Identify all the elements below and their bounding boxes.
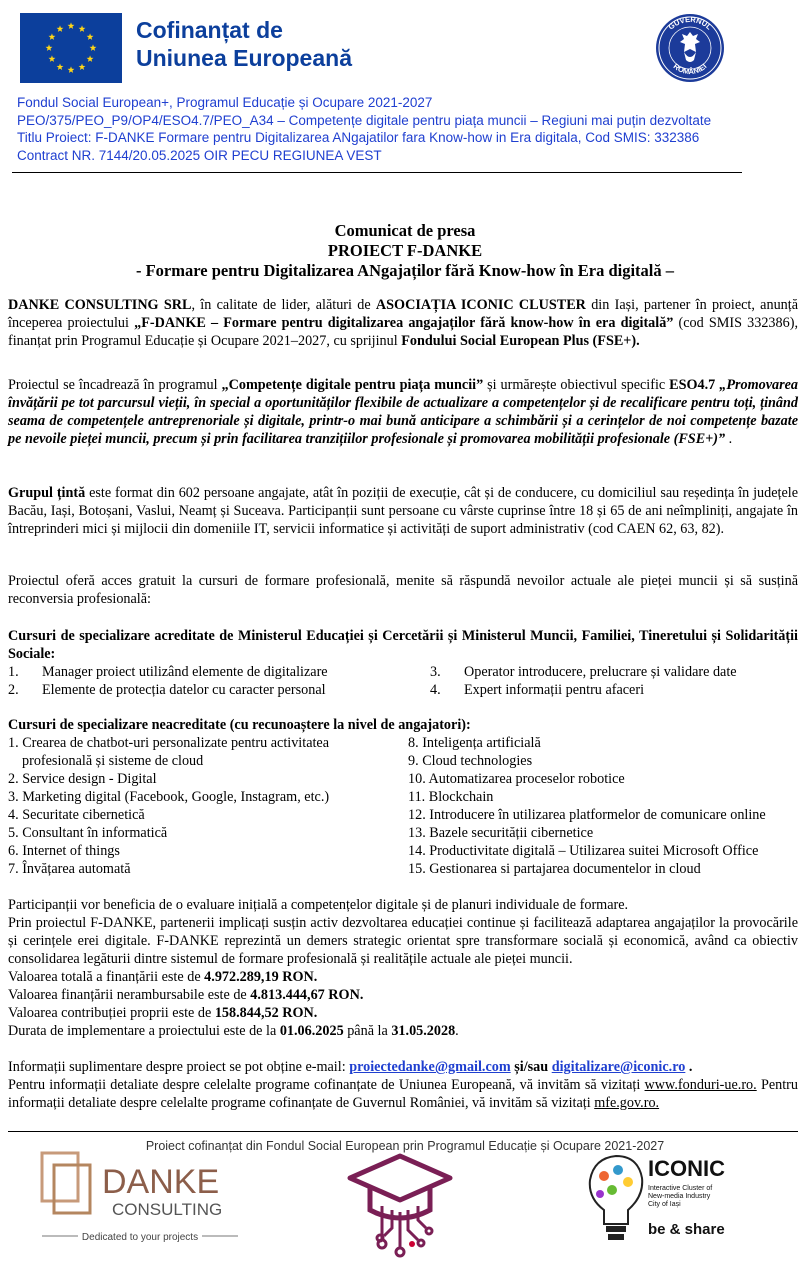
iconic-cluster-logo [582, 1148, 752, 1258]
danke-sub: CONSULTING [112, 1200, 223, 1219]
objective-paragraph: Proiectul se încadrează în programul „Competențe digitale pentru piața muncii” și urmărește obiectivul specific ESO4.7 „Promovarea învățării pe tot parcursul vieții, în special a oportunităților flexibile de actualizare a competențelor și de recalificare pentru toți, ținând seama de competențele antreprenoriale și digitale, printr-o mai bună anticipare a schimbării și a cerințelor de noi competențe bazate pe nevoile pieței muncii, precum și prin facilitarea tranzițiilor profesionale și promovarea mobilității profesionale (FSE+)” . [8, 377, 799, 447]
list-item: 8. Inteligența artificială [408, 735, 541, 751]
mfe-link[interactable]: mfe.gov.ro. [594, 1095, 660, 1111]
iconic-title: ICONIC [648, 1156, 725, 1181]
list-item: 2. Elemente de protecția datelor cu caracter personal [8, 682, 326, 698]
list-item: 11. Blockchain [408, 789, 494, 805]
list-item: 6. Internet of things [8, 843, 120, 859]
details-paragraph: Participanții vor beneficia de o evaluare inițială a competențelor digitale și de planuri individuale de formare. Prin proiectul F-DANKE, partenerii implicați susțin activ dezvoltarea educației continue și facilitează adaptarea angajaților la provocările și cerințele erei digitale. F-DANKE reprezintă un demers strategic orientat spre transformare socială și economică, având ca obiectiv consolidarea legăturii dintre sistemul de formare profesională și realitățile actuale ale pieței muncii. Valoarea totală a finanțării este de 4.972.289,19 RON. Valoarea finanțării nerambursabile este de 4.813.444,67 RON. Valoarea contribuției proprii este de 158.844,52 RON. Durata de implementare a proiectului este de la 01.06.2025 până la 31.05.2028. [8, 897, 798, 1039]
target-group-paragraph: Grupul țintă este format din 602 persoane angajate, atât în poziții de execuție, cât și de conducere, cu domiciliul sau reședința în județele Bacău, Iași, Botoșani, Vaslui, Neamț și Suceava. Participanții sunt persoane cu vârste cuprinse între 18 și 65 de ani neîmpliniți, angajate în întreprinderi mici și mijlocii din domeniile IT, servicii informatice și activități de suport administrativ (cod CAEN 62, 63, 82). [8, 485, 799, 537]
list-item: 14. Productivitate digitală – Utilizarea suitei Microsoft Office [408, 843, 759, 859]
press-release-title [0, 221, 810, 281]
accredited-list [8, 663, 798, 701]
offer-paragraph: Proiectul oferă acces gratuit la cursuri de formare profesională, menite să răspundă nevoilor actuale ale pieței muncii și să susțină reconversia profesională: [8, 573, 798, 607]
footer-divider [8, 1131, 798, 1132]
program-line: Contract NR. 7144/20.05.2025 OIR PECU REGIUNEA VEST [17, 147, 382, 163]
title-line-3: - Formare pentru Digitalizarea ANgajaților fără Know-how în Era digitală – [135, 261, 675, 280]
list-item: 4. Securitate cibernetică [8, 807, 145, 823]
graduation-cap-circuit-logo [340, 1148, 460, 1258]
list-item: 4. Expert informații pentru afaceri [430, 682, 645, 698]
list-item: 1. Crearea de chatbot-uri personalizate pentru activitatea profesională și sisteme de cloud [8, 735, 330, 769]
list-item: 7. Învățarea automată [8, 861, 131, 877]
list-item: 13. Bazele securității cibernetice [408, 825, 594, 841]
iconic-tagline: be & share [648, 1221, 725, 1238]
danke-title: DANKE [102, 1163, 220, 1201]
program-info [17, 94, 777, 164]
eu-cofinancing-text: Cofinanțat de Uniunea Europeană [136, 17, 352, 71]
nonaccredited-list [8, 734, 803, 884]
eu-flag-icon [20, 13, 122, 83]
email-link-iconic[interactable]: digitalizare@iconic.ro [551, 1059, 686, 1075]
title-line-1: Comunicat de presa [334, 221, 476, 240]
seal-bottom-text: ROMÂNIEI [671, 61, 709, 77]
list-item: 3. Marketing digital (Facebook, Google, Instagram, etc.) [8, 789, 330, 805]
seal-top-text: GUVERNUL [666, 14, 714, 32]
danke-consulting-logo [40, 1145, 240, 1260]
danke-tagline: Dedicated to your projects [81, 1232, 199, 1243]
program-line: Fondul Social European+, Programul Educație și Ocupare 2021-2027 [17, 95, 433, 110]
header-divider [12, 172, 742, 173]
iconic-sub-1: Interactive Cluster of [648, 1185, 713, 1192]
list-item: 5. Consultant în informatică [8, 825, 168, 841]
list-item: 3. Operator introducere, prelucrare și validare date [430, 664, 737, 680]
list-item: 10. Automatizarea proceselor robotice [408, 771, 625, 787]
list-item: 12. Introducere în utilizarea platformelor de comunicare online [408, 807, 766, 823]
list-item: 2. Service design - Digital [8, 771, 157, 787]
iconic-sub-2: New-media Industry [648, 1193, 711, 1200]
intro-paragraph: DANKE CONSULTING SRL, în calitate de lider, alături de ASOCIAȚIA ICONIC CLUSTER din Iași, partener în proiect, anunță începerea proiectului „F-DANKE – Formare pentru digitalizarea angajaților fără know-how în era digitală” (cod SMIS 332386), finanțat prin Programul Educație și Ocupare 2021–2027, cu sprijinul Fondului Social European Plus (FSE+). [8, 297, 798, 349]
cofinancing-footnote: Proiect cofinanțat din Fondul Social European prin Programul Educație și Ocupare 2021-2027 [145, 1139, 665, 1153]
list-item: 1. Manager proiect utilizând elemente de digitalizare [8, 664, 328, 680]
nonaccredited-heading: Cursuri de specializare neacreditate (cu recunoaștere la nivel de angajatori): [8, 717, 471, 733]
accredited-heading: Cursuri de specializare acreditate de Ministerul Educației și Cercetării și Ministerul Muncii, Familiei, Tineretului și Solidarității Sociale: [8, 628, 798, 662]
program-line: PEO/375/PEO_P9/OP4/ESO4.7/PEO_A34 – Competențe digitale pentru piața muncii – Regiuni mai puțin dezvoltate [17, 112, 712, 128]
email-link-danke[interactable]: proiectedanke@gmail.com [349, 1059, 511, 1075]
fonduri-ue-link[interactable]: www.fonduri-ue.ro. [644, 1077, 757, 1093]
iconic-sub-3: City of Iași [648, 1201, 681, 1208]
title-line-2: PROIECT F-DANKE [327, 241, 483, 260]
contact-paragraph: Informații suplimentare despre proiect se pot obține e-mail: proiectedanke@gmail.com și/sau digitalizare@iconic.ro . Pentru informații detaliate despre celelalte programe cofinanțate de Uniunea Europeană, vă invităm să vizitați www.fonduri-ue.ro. Pentru informații detaliate despre celelalte programe cofinanțate de Guvernul României, vă invităm să vizitați mfe.gov.ro. [8, 1059, 798, 1111]
list-item: 9. Cloud technologies [408, 753, 533, 769]
romanian-government-seal-icon [654, 12, 726, 84]
list-item: 15. Gestionarea si partajarea documentelor in cloud [408, 861, 701, 877]
program-line: Titlu Proiect: F-DANKE Formare pentru Digitalizarea ANgajatilor fara Know-how in Era digitala, Cod SMIS: 332386 [17, 130, 700, 145]
